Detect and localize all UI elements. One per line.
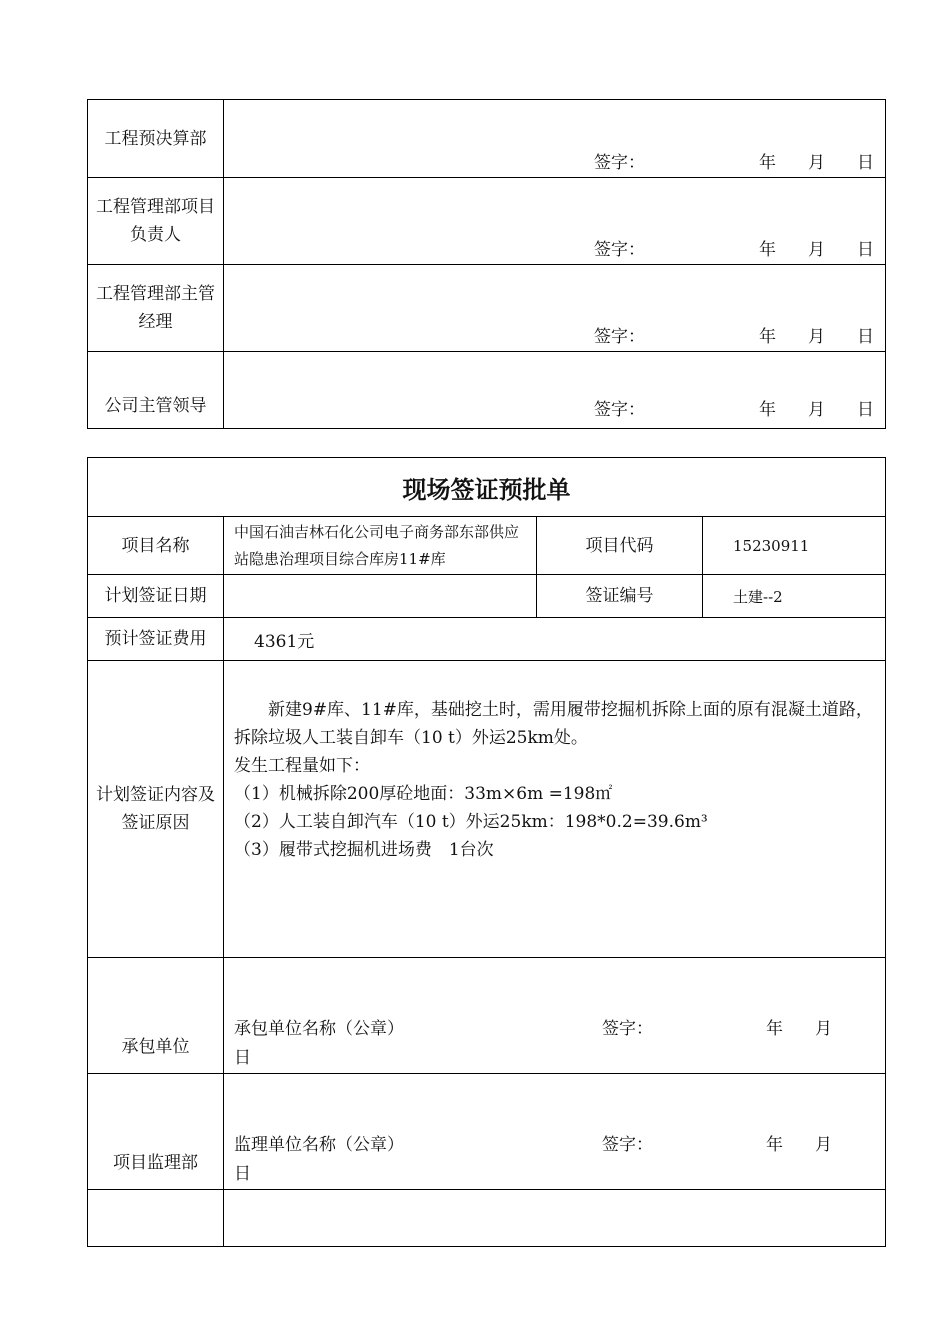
signature-line bbox=[224, 325, 885, 347]
signature-line bbox=[224, 398, 885, 420]
content-line: （1）机械拆除200厚砼地面：33m×6m =198㎡ bbox=[234, 784, 613, 804]
approval-table bbox=[87, 99, 886, 429]
approval-label-pm: 工程管理部项目负责人 bbox=[88, 178, 224, 265]
est-cost-value: 4361元 bbox=[224, 618, 886, 661]
year-label: 年 bbox=[759, 240, 776, 260]
contractor-label: 承包单位 bbox=[88, 958, 224, 1074]
content-line: （3）履带式挖掘机进场费 1台次 bbox=[234, 840, 494, 860]
approval-sign-cell-manager[interactable] bbox=[224, 265, 886, 352]
signature-line bbox=[224, 151, 885, 173]
year-label: 年 bbox=[759, 400, 776, 420]
supervisor-sign-cell[interactable] bbox=[224, 1074, 886, 1190]
day-label: 日 bbox=[234, 1164, 251, 1184]
sign-label: 签字： bbox=[602, 1019, 653, 1039]
sign-label: 签字： bbox=[594, 400, 645, 420]
day-label: 日 bbox=[857, 400, 874, 420]
sign-label: 签字： bbox=[594, 153, 645, 173]
supervisor-label: 项目监理部 bbox=[88, 1074, 224, 1190]
year-label: 年 bbox=[759, 153, 776, 173]
visa-no-label: 签证编号 bbox=[537, 575, 703, 618]
contractor-sign-cell[interactable] bbox=[224, 958, 886, 1074]
visa-form-table bbox=[87, 457, 886, 1247]
visa-no-value: 土建--2 bbox=[703, 575, 886, 618]
sign-label: 签字： bbox=[594, 327, 645, 347]
sign-label: 签字： bbox=[594, 240, 645, 260]
month-label: 月 bbox=[815, 1019, 832, 1039]
year-label: 年 bbox=[766, 1135, 783, 1155]
month-label: 月 bbox=[815, 1135, 832, 1155]
form-title: 现场签证预批单 bbox=[88, 458, 886, 517]
month-label: 月 bbox=[808, 153, 825, 173]
contractor-unit-name: 承包单位名称（公章） bbox=[234, 1019, 404, 1039]
year-label: 年 bbox=[759, 327, 776, 347]
approval-label-leader: 公司主管领导 bbox=[88, 352, 224, 429]
month-label: 月 bbox=[808, 400, 825, 420]
day-label: 日 bbox=[857, 240, 874, 260]
project-name-value: 中国石油吉林石化公司电子商务部东部供应站隐患治理项目综合库房11#库 bbox=[224, 517, 537, 575]
plan-date-value[interactable] bbox=[224, 575, 537, 618]
est-cost-label: 预计签证费用 bbox=[88, 618, 224, 661]
content-line: （2）人工装自卸汽车（10 t）外运25km：198*0.2=39.6m³ bbox=[234, 812, 708, 832]
empty-label-cell bbox=[88, 1190, 224, 1247]
supervisor-unit-name: 监理单位名称（公章） bbox=[234, 1135, 404, 1155]
content-label: 计划签证内容及签证原因 bbox=[88, 661, 224, 958]
sign-label: 签字： bbox=[602, 1135, 653, 1155]
month-label: 月 bbox=[808, 327, 825, 347]
empty-value-cell[interactable] bbox=[224, 1190, 886, 1247]
content-line: 发生工程量如下： bbox=[234, 756, 370, 776]
day-label: 日 bbox=[857, 153, 874, 173]
approval-sign-cell-pm[interactable] bbox=[224, 178, 886, 265]
approval-sign-cell-budget[interactable] bbox=[224, 100, 886, 178]
plan-date-label: 计划签证日期 bbox=[88, 575, 224, 618]
content-line: 新建9#库、11#库，基础挖土时，需用履带挖掘机拆除上面的原有混凝土道路，拆除垃圾人工装自卸车（10 t）外运25km处。 bbox=[234, 700, 873, 748]
signature-line bbox=[224, 238, 885, 260]
approval-sign-cell-leader[interactable] bbox=[224, 352, 886, 429]
project-name-label: 项目名称 bbox=[88, 517, 224, 575]
approval-label-manager: 工程管理部主管经理 bbox=[88, 265, 224, 352]
year-label: 年 bbox=[766, 1019, 783, 1039]
month-label: 月 bbox=[808, 240, 825, 260]
project-code-label: 项目代码 bbox=[537, 517, 703, 575]
day-label: 日 bbox=[857, 327, 874, 347]
content-body bbox=[224, 661, 886, 958]
project-code-value: 15230911 bbox=[703, 517, 886, 575]
day-label: 日 bbox=[234, 1048, 251, 1068]
approval-label-budget: 工程预决算部 bbox=[88, 100, 224, 178]
